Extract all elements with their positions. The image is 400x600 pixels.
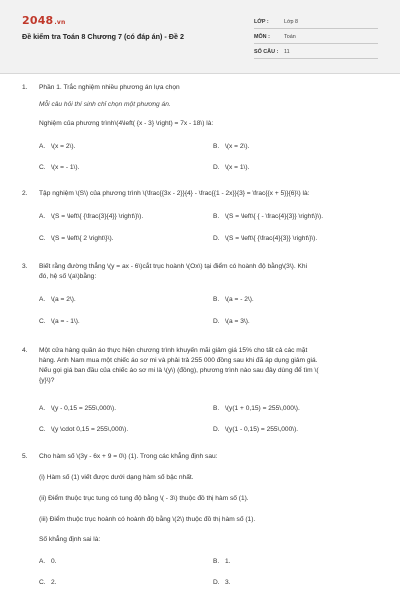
- logo-suffix: .vn: [54, 19, 66, 26]
- option-d[interactable]: [213, 164, 249, 173]
- option-letter: A.: [39, 558, 46, 565]
- question-stem-line: Nếu gọi giá ban đầu của chiếc áo sơ mi là \(y\) (đồng), phương trình nào sau đây dùng để tìm \(: [39, 367, 319, 374]
- option-a[interactable]: [39, 143, 75, 152]
- question-stem: Tập nghiệm \(S\) của phương trình \(\frac{{3x - 2}}{4} - \frac{{1 - 2x}}{3} = \frac{{x + 5}}{6}\) là:: [39, 190, 310, 197]
- option-b[interactable]: [213, 558, 231, 567]
- option-c[interactable]: [39, 318, 80, 327]
- question-stem-line: đó, hệ số \(a\)bằng:: [39, 273, 97, 280]
- option-letter: C.: [39, 426, 46, 433]
- option-letter: B.: [213, 405, 220, 412]
- option-text: \(S = \left\{ {\frac{4}{3}} \right\}\).: [225, 235, 318, 242]
- option-letter: D.: [213, 426, 220, 433]
- option-letter: A.: [39, 405, 46, 412]
- option-text: \(a = - 1\).: [51, 318, 80, 325]
- info-value: 11: [284, 48, 290, 55]
- option-text: \(x = 2\).: [225, 143, 250, 150]
- option-a[interactable]: [39, 296, 76, 305]
- option-letter: A.: [39, 296, 46, 303]
- option-b[interactable]: [213, 143, 249, 152]
- question-number: 3.: [22, 263, 28, 270]
- option-text: \(a = 3\).: [225, 318, 250, 325]
- info-row-count: [254, 44, 378, 59]
- option-text: \(S = \left\{ { - \frac{4}{3}} \right\}\).: [225, 213, 324, 220]
- option-letter: D.: [213, 235, 220, 242]
- option-c[interactable]: [39, 579, 57, 588]
- question-4: [22, 347, 382, 447]
- option-d[interactable]: [213, 426, 298, 435]
- option-letter: A.: [39, 143, 46, 150]
- option-b[interactable]: [213, 296, 254, 305]
- option-letter: D.: [213, 579, 220, 586]
- option-letter: C.: [39, 235, 46, 242]
- option-c[interactable]: [39, 426, 128, 435]
- question-stem-line: hàng. Anh Nam mua một chiếc áo sơ mi và phải trả 255 000 đồng sau khi đã áp dụng giảm giá.: [39, 357, 318, 364]
- option-text: 0.: [51, 558, 57, 565]
- info-row-subject: [254, 29, 378, 44]
- question-stem-line: Biết rằng đường thẳng \(y = ax - 6\)cắt trục hoành \(Ox\) tại điểm có hoành độ bằng\(3\). Khi: [39, 263, 308, 270]
- option-letter: B.: [213, 558, 220, 565]
- question-stem: Cho hàm số \(3y - 6x + 9 = 0\) (1). Trong các khẳng định sau:: [39, 453, 218, 460]
- option-letter: B.: [213, 213, 220, 220]
- option-letter: C.: [39, 318, 46, 325]
- question-number: 2.: [22, 190, 28, 197]
- question-ask: Số khẳng định sai là:: [39, 536, 101, 543]
- question-stem-line: {y}\)?: [39, 377, 55, 384]
- info-key: SỐ CÂU :: [254, 48, 279, 55]
- site-logo[interactable]: [22, 14, 65, 29]
- option-text: \(S = \left\{ 2 \right\}\).: [51, 235, 114, 242]
- option-text: \(y(1 - 0,15) = 255\,000\).: [225, 426, 299, 433]
- option-letter: D.: [213, 318, 220, 325]
- info-key: MÔN :: [254, 33, 270, 40]
- option-letter: C.: [39, 164, 46, 171]
- claim-item: (iii) Điểm thuộc trục hoành có hoành độ bằng \(2\) thuộc đồ thị hàm số (1).: [39, 516, 256, 523]
- info-value: Toán: [284, 33, 296, 40]
- question-stem-line: Một cửa hàng quần áo thực hiện chương trình khuyến mãi giảm giá 15% cho tất cả các mặt: [39, 347, 308, 354]
- option-text: \(y(1 + 0,15) = 255\,000\).: [225, 405, 300, 412]
- option-text: \(a = - 2\).: [225, 296, 254, 303]
- option-letter: D.: [213, 164, 220, 171]
- question-2: [22, 190, 382, 260]
- option-text: 1.: [225, 558, 231, 565]
- option-c[interactable]: [39, 235, 114, 244]
- option-text: \(y \cdot 0,15 = 255\,000\).: [51, 426, 129, 433]
- option-text: \(y - 0,15 = 255\,000\).: [51, 405, 117, 412]
- option-text: 2.: [51, 579, 57, 586]
- exam-info-panel: [254, 14, 378, 59]
- option-text: \(a = 2\).: [51, 296, 76, 303]
- question-5: [22, 453, 382, 593]
- logo-main: 2048: [22, 14, 54, 27]
- question-number: 1.: [22, 84, 28, 91]
- page-title: Đề kiểm tra Toán 8 Chương 7 (có đáp án) - Đề 2: [22, 32, 184, 41]
- claim-item: (i) Hàm số (1) viết được dưới dạng hàm số bậc nhất.: [39, 474, 194, 481]
- option-letter: B.: [213, 143, 220, 150]
- option-c[interactable]: [39, 164, 79, 173]
- option-text: 3.: [225, 579, 231, 586]
- info-value: Lớp 8: [284, 18, 299, 25]
- option-b[interactable]: [213, 213, 323, 222]
- option-letter: C.: [39, 579, 46, 586]
- option-d[interactable]: [213, 318, 250, 327]
- option-a[interactable]: [39, 405, 116, 414]
- info-row-class: [254, 14, 378, 29]
- option-letter: B.: [213, 296, 220, 303]
- option-text: \(S = \left\{ {\frac{3}{4}} \right\}\).: [51, 213, 144, 220]
- question-number: 4.: [22, 347, 28, 354]
- info-key: LỚP :: [254, 18, 269, 25]
- option-text: \(x = 2\).: [51, 143, 76, 150]
- question-3: [22, 263, 382, 341]
- option-b[interactable]: [213, 405, 300, 414]
- question-number: 5.: [22, 453, 28, 460]
- option-d[interactable]: [213, 579, 231, 588]
- section-title: Phần 1. Trắc nghiệm nhiều phương án lựa chọn: [39, 84, 180, 91]
- question-stem: Nghiệm của phương trình\(4\left( {x - 3} \right) = 7x - 18\) là:: [39, 120, 214, 127]
- option-letter: A.: [39, 213, 46, 220]
- option-a[interactable]: [39, 558, 57, 567]
- option-text: \(x = - 1\).: [51, 164, 80, 171]
- claim-item: (ii) Điểm thuộc trục tung có tung độ bằng \( - 3\) thuộc đồ thị hàm số (1).: [39, 495, 249, 502]
- page-header: [0, 0, 400, 74]
- option-d[interactable]: [213, 235, 317, 244]
- option-a[interactable]: [39, 213, 143, 222]
- section-note: Mỗi câu hỏi thí sinh chỉ chọn một phương án.: [39, 101, 171, 108]
- option-text: \(x = 1\).: [225, 164, 250, 171]
- question-1: [22, 84, 382, 194]
